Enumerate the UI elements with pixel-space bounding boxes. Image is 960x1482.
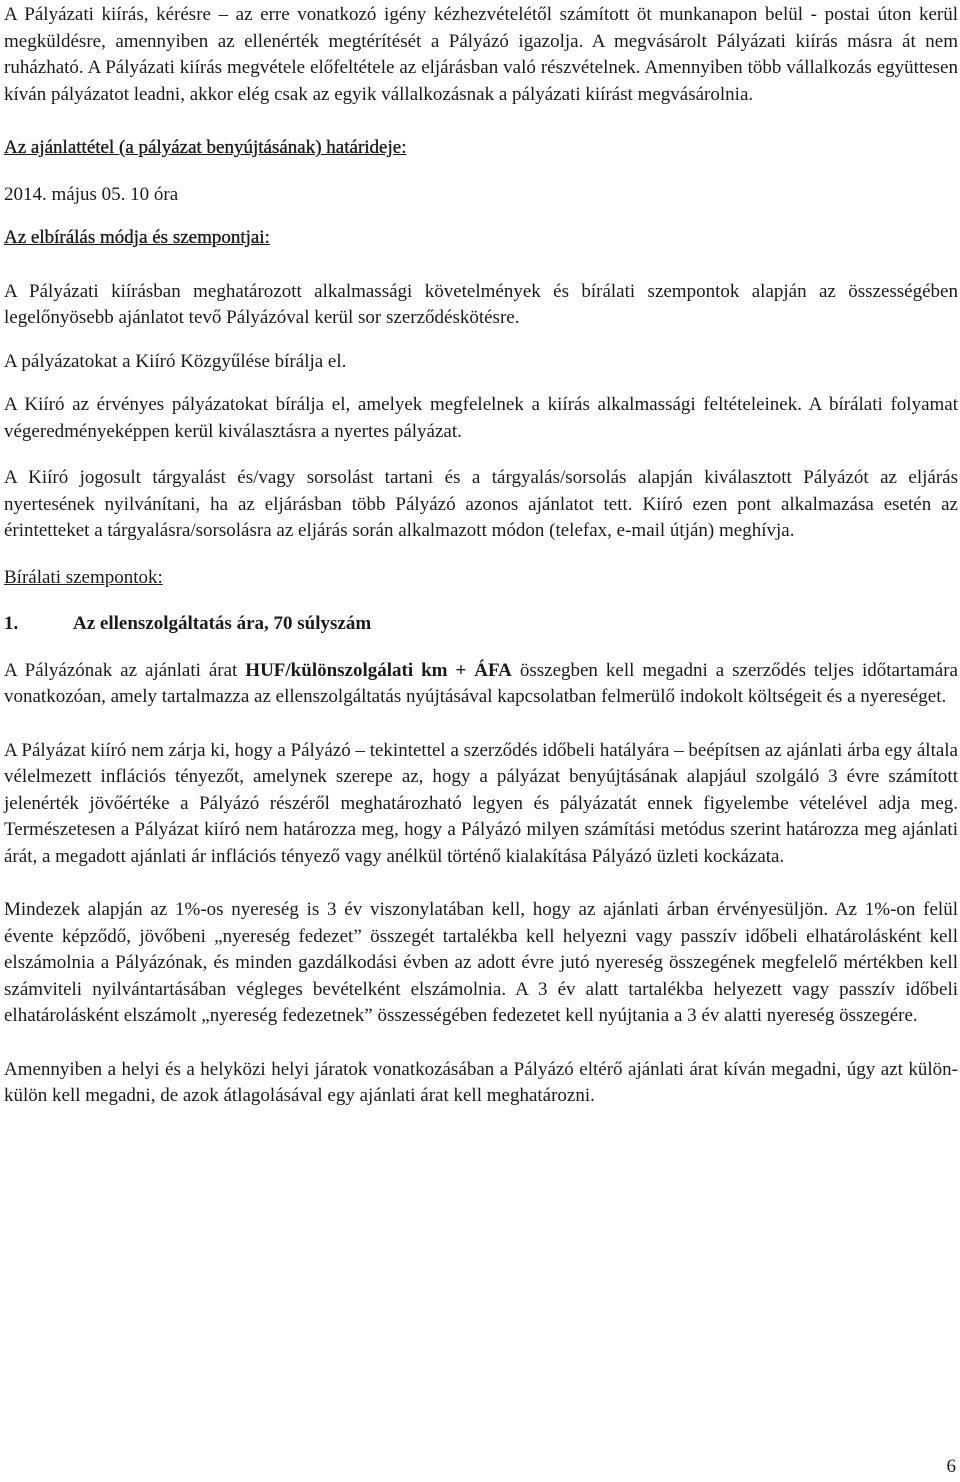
- price-paragraph-4: Amennyiben a helyi és a helyközi helyi járatok vonatkozásában a Pályázó eltérő ajánlati árat kíván megadni, úgy azt külön-külön kell megadni, de azok átlagolásával egy ajánlati árat kell meghatározni.: [4, 1058, 958, 1106]
- evaluation-heading: Az elbírálás módja és szempontjai:: [4, 227, 270, 248]
- evaluation-paragraph-2: A pályázatokat a Kiíró Közgyűlése bírálja el.: [4, 350, 347, 372]
- price-paragraph-1-start: A Pályázónak az ajánlati árat: [4, 659, 246, 681]
- deadline-value: 2014. május 05. 10 óra: [4, 183, 179, 205]
- price-paragraph-1-end: összegben kell megadni a szerződés teljes időtartamára vonatkozóan, amely tartalmazza az ellenszolgáltatás nyújtásával kapcsolatban felmerülő indokolt költségeit és a nyereséget.: [4, 659, 958, 707]
- criterion-1-heading: [4, 611, 958, 638]
- price-paragraph-2: A Pályázat kiíró nem zárja ki, hogy a Pályázó – tekintettel a szerződés időbeli hatályára – beépítsen az ajánlati árba egy általa vélelmezett inflációs tényezőt, amelynek szerepe az, hogy a pályázat benyújtásának alapjául szolgáló 3 évre számított jelenérték jövőértéke a Pályázó részéről meghatározható legyen és pályázatát ennek figyelembe vételével adja meg. Természetesen a Pályázat kiíró nem határozza meg, hogy a Pályázó milyen számítási metódus szerint határozza meg ajánlati árát, a megadott ajánlati ár inflációs tényező vagy anélkül történő kialakítása Pályázó üzleti kockázata.: [4, 739, 958, 867]
- evaluation-paragraph-1: A Pályázati kiírásban meghatározott alkalmassági követelmények és bírálati szempontok alapján az összességében legelőnyösebb ajánlatot tevő Pályázóval kerül sor szerződéskötésre.: [4, 280, 958, 328]
- evaluation-paragraph-4: A Kiíró jogosult tárgyalást és/vagy sorsolást tartani és a tárgyalás/sorsolás alapján kiválasztott Pályázót az eljárás nyertesének nyilvánítani, ha az eljárásban több Pályázó azonos ajánlatot tett. Kiíró ezen pont alkalmazása esetén az érintetteket a tárgyalásra/sorsolásra az eljárás során alkalmazott módon (telefax, e-mail útján) meghívja.: [4, 467, 958, 541]
- document-page: [4, 2, 958, 1110]
- deadline-heading: Az ajánlattétel (a pályázat benyújtásának) határideje:: [4, 137, 407, 158]
- criterion-1-number: 1.: [4, 613, 19, 634]
- criteria-heading: Bírálati szempontok:: [4, 566, 163, 588]
- intro-paragraph: A Pályázati kiírás, kérésre – az erre vonatkozó igény kézhezvételétől számított öt munkanapon belül - postai úton kerül megküldésre, amennyiben az ellenérték megtérítését a Pályázó igazolja. A megvásárolt Pályázati kiírás másra át nem ruházható. A Pályázati kiírás megvétele előfeltétele az eljárásban való részvételnek. Amennyiben több vállalkozás együttesen kíván pályázatot leadni, akkor elég csak az egyik vállalkozásnak a pályázati kiírást megvásárolnia.: [4, 4, 958, 105]
- criterion-1-title: Az ellenszolgáltatás ára, 70 súlyszám: [73, 613, 372, 634]
- price-paragraph-1: [4, 658, 958, 711]
- price-unit-bold: HUF/különszolgálati km + ÁFA: [245, 659, 512, 681]
- price-paragraph-3: Mindezek alapján az 1%-os nyereség is 3 év viszonylatában kell, hogy az ajánlati árban érvényesüljön. Az 1%-on felül évente képződő, jövőbeni „nyereség fedezet” összegét tartalékba kell helyezni vagy passzív időbeli elhatárolásként kell elszámolnia a Pályázónak, és minden gazdálkodási évben az adott évre jutó nyereség összegének megfelelő mértékben kell számviteli nyilvántartásában végleges bevételként elszámolnia. A 3 év alatt tartalékba helyezett vagy passzív időbeli elhatárolásként elszámolt „nyereség fedezetnek” összességében fedezetet kell nyújtania a 3 év alatti nyereség összegére.: [4, 899, 958, 1026]
- page-number: 6: [946, 1456, 956, 1477]
- evaluation-paragraph-3: A Kiíró az érvényes pályázatokat bírálja el, amelyek megfelelnek a kiírás alkalmassági feltételeinek. A bírálati folyamat végeredményeképpen kerül kiválasztásra a nyertes pályázat.: [4, 394, 958, 442]
